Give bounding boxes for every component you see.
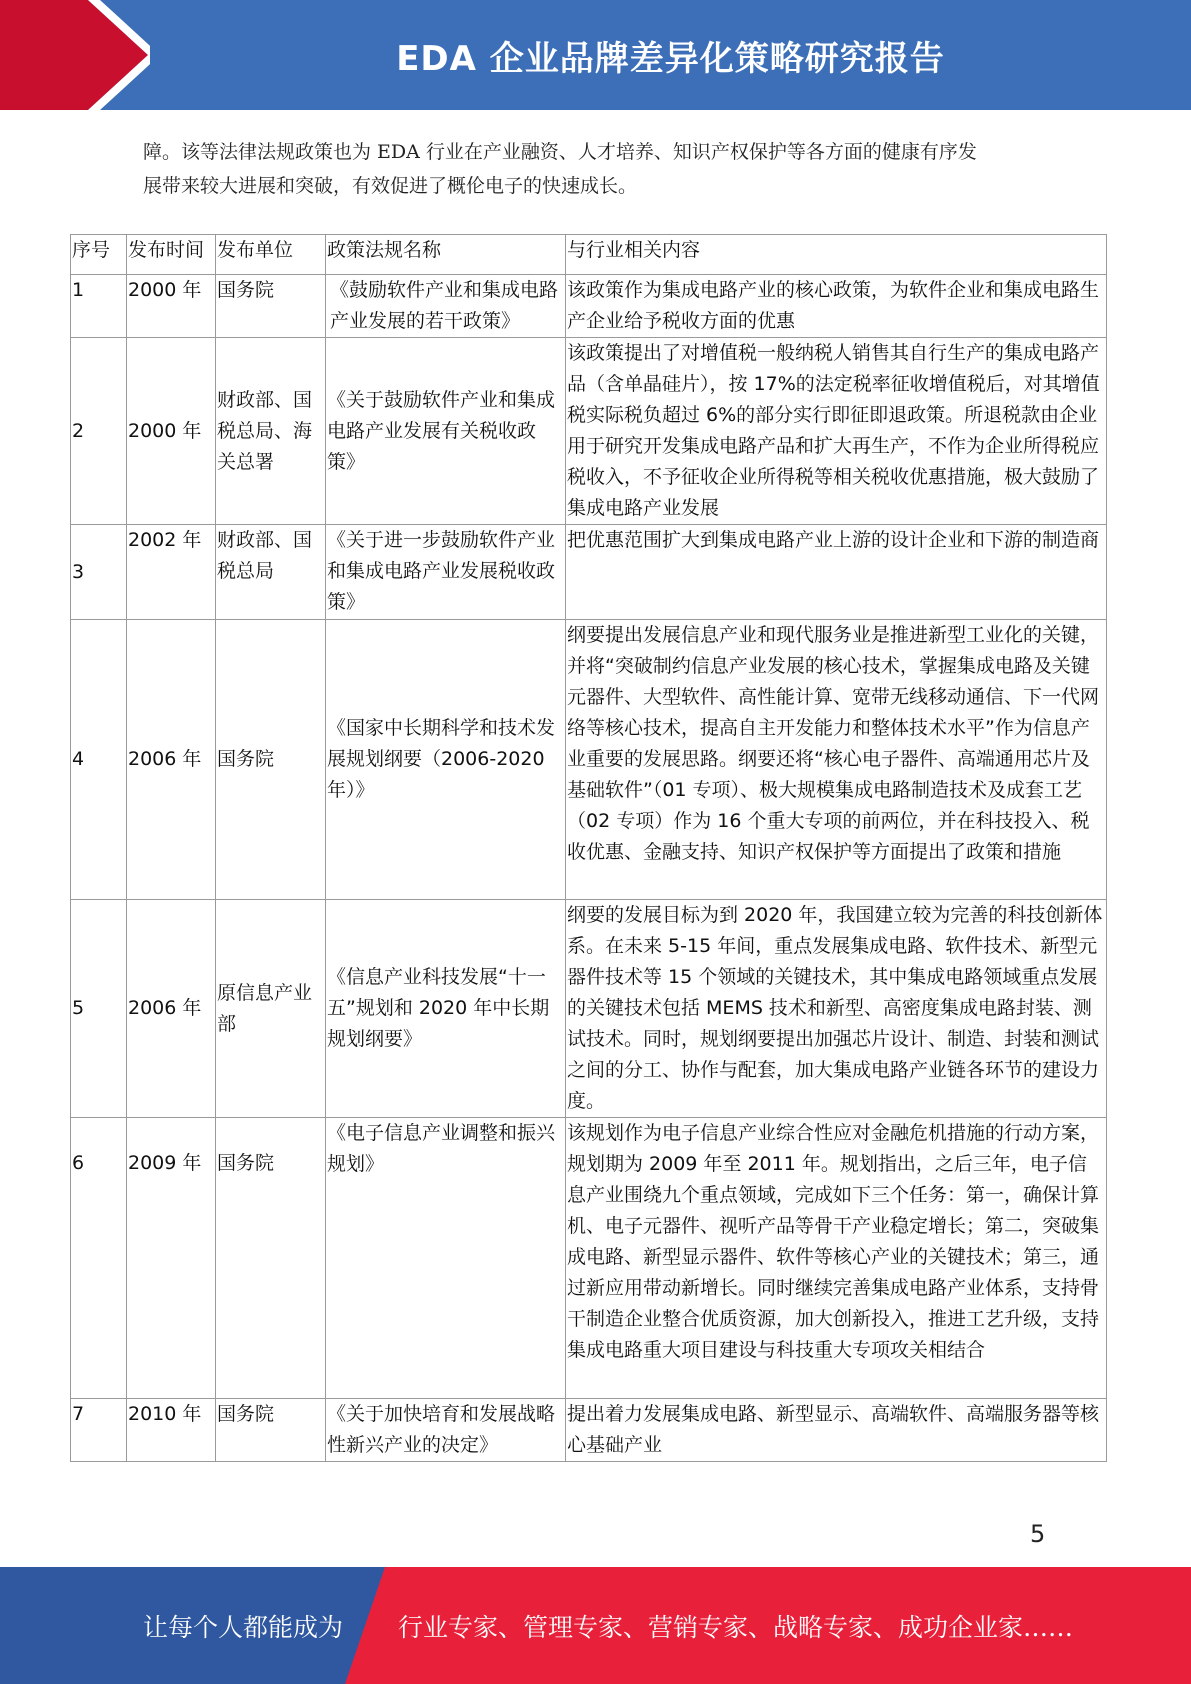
- cell-index: 7: [71, 1399, 127, 1462]
- cell-content: 纲要的发展目标为到 2020 年，我国建立较为完善的科技创新体系。在未来 5-15 年间，重点发展集成电路、软件技术、新型元器件技术等 15 个领域的关键技术，其中集成电路领域重点发展的关键技术包括 MEMS 技术和新型、高密度集成电路封装、测试技术。同时，规划纲要提出加强芯片设计、制造、封装和测试之间的分工、协作与配套，加大集成电路产业链各环节的建设力度。: [566, 900, 1107, 1118]
- table-row: [71, 275, 1107, 338]
- cell-date: 2000 年: [127, 275, 216, 338]
- table-row: [71, 1399, 1107, 1462]
- cell-content: 纲要提出发展信息产业和现代服务业是推进新型工业化的关键，并将“突破制约信息产业发展的核心技术，掌握集成电路及关键元器件、大型软件、高性能计算、宽带无线移动通信、下一代网络等核心技术，提高自主开发能力和整体技术水平”作为信息产业重要的发展思路。纲要还将“核心电子器件、高端通用芯片及基础软件”（01 专项）、极大规模集成电路制造技术及成套工艺（02 专项）作为 16 个重大专项的前两位，并在科技投入、税收优惠、金融支持、知识产权保护等方面提出了政策和措施: [566, 620, 1107, 900]
- cell-policy-name: 《电子信息产业调整和振兴规划》: [326, 1118, 566, 1399]
- page-header: [0, 0, 1191, 110]
- cell-index: 4: [71, 620, 127, 900]
- cell-issuer: [216, 1118, 326, 1399]
- policy-table: [70, 234, 1107, 1462]
- footer-slogan-right: 行业专家、管理专家、营销专家、战略专家、成功企业家……: [398, 1612, 1074, 1642]
- footer-slogan-left: 让每个人都能成为: [143, 1612, 344, 1642]
- header-cell-index: 序号: [71, 235, 127, 275]
- cell-policy-name: 《关于加快培育和发展战略性新兴产业的决定》: [326, 1399, 566, 1462]
- cell-date-text: 2009 年: [128, 1152, 202, 1174]
- cell-issuer: 财政部、国税总局: [216, 525, 326, 620]
- cell-policy-name: 《关于进一步鼓励软件产业和集成电路产业发展税收政策》: [326, 525, 566, 620]
- cell-content: 该政策提出了对增值税一般纳税人销售其自行生产的集成电路产品（含单晶硅片），按 17%的法定税率征收增值税后，对其增值税实际税负超过 6%的部分实行即征即退政策。所退税款由企业用于研究开发集成电路产品和扩大再生产，不作为企业所得税应税收入，不予征收企业所得税等相关税收优惠措施，极大鼓励了集成电路产业发展: [566, 338, 1107, 525]
- cell-index-text: 6: [72, 1152, 85, 1174]
- cell-policy-name: 《关于鼓励软件产业和集成电路产业发展有关税收政策》: [326, 338, 566, 525]
- table-row: [71, 1118, 1107, 1399]
- cell-content: 提出着力发展集成电路、新型显示、高端软件、高端服务器等核心基础产业: [566, 1399, 1107, 1462]
- cell-index: 1: [71, 275, 127, 338]
- page-number: 5: [1030, 1520, 1046, 1548]
- cell-policy-name: 《鼓励软件产业和集成电路产业发展的若干政策》: [326, 275, 566, 338]
- table-row: [71, 900, 1107, 1118]
- cell-index: [71, 1118, 127, 1399]
- cell-index: 5: [71, 900, 127, 1118]
- cell-issuer: 国务院: [216, 1399, 326, 1462]
- cell-content: 把优惠范围扩大到集成电路产业上游的设计企业和下游的制造商: [566, 525, 1107, 620]
- cell-issuer: 国务院: [216, 620, 326, 900]
- cell-issuer: 原信息产业部: [216, 900, 326, 1118]
- table-row: [71, 525, 1107, 620]
- cell-date: 2010 年: [127, 1399, 216, 1462]
- cell-content: 该政策作为集成电路产业的核心政策，为软件企业和集成电路生产企业给予税收方面的优惠: [566, 275, 1107, 338]
- document-title: EDA 企业品牌差异化策略研究报告: [396, 38, 945, 79]
- cell-index: 2: [71, 338, 127, 525]
- cell-index: 3: [71, 525, 127, 620]
- cell-date: [127, 1118, 216, 1399]
- table-header-row: [71, 235, 1107, 275]
- cell-policy-name: 《信息产业科技发展“十一五”规划和 2020 年中长期规划纲要》: [326, 900, 566, 1118]
- cell-issuer-text: 国务院: [217, 1152, 275, 1174]
- table-row: [71, 338, 1107, 525]
- intro-paragraph: [143, 135, 1063, 203]
- cell-date: 2002 年: [127, 525, 216, 620]
- header-cell-issuer: 发布单位: [216, 235, 326, 275]
- cell-date: 2006 年: [127, 620, 216, 900]
- header-cell-date: 发布时间: [127, 235, 216, 275]
- intro-line: 展带来较大进展和突破，有效促进了概伦电子的快速成长。: [143, 175, 638, 197]
- header-cell-content: 与行业相关内容: [566, 235, 1107, 275]
- cell-date: 2006 年: [127, 900, 216, 1118]
- cell-policy-name: 《国家中长期科学和技术发展规划纲要（2006-2020 年）》: [326, 620, 566, 900]
- cell-issuer: 财政部、国税总局、海关总署: [216, 338, 326, 525]
- cell-content: 该规划作为电子信息产业综合性应对金融危机措施的行动方案，规划期为 2009 年至 2011 年。规划指出，之后三年，电子信息产业围绕九个重点领域，完成如下三个任务：第一，确保计算机、电子元器件、视听产品等骨干产业稳定增长；第二，突破集成电路、新型显示器件、软件等核心产业的关键技术；第三，通过新应用带动新增长。同时继续完善集成电路产业体系，支持骨干制造企业整合优质资源，加大创新投入，推进工艺升级，支持集成电路重大项目建设与科技重大专项攻关相结合: [566, 1118, 1107, 1399]
- header-red-chevron: [0, 0, 150, 110]
- intro-line: 障。该等法律法规政策也为 EDA 行业在产业融资、人才培养、知识产权保护等各方面的健康有序发: [143, 141, 977, 163]
- page-footer: [0, 1567, 1191, 1684]
- cell-date: 2000 年: [127, 338, 216, 525]
- table-row: [71, 620, 1107, 900]
- header-cell-policy-name: 政策法规名称: [326, 235, 566, 275]
- cell-issuer: 国务院: [216, 275, 326, 338]
